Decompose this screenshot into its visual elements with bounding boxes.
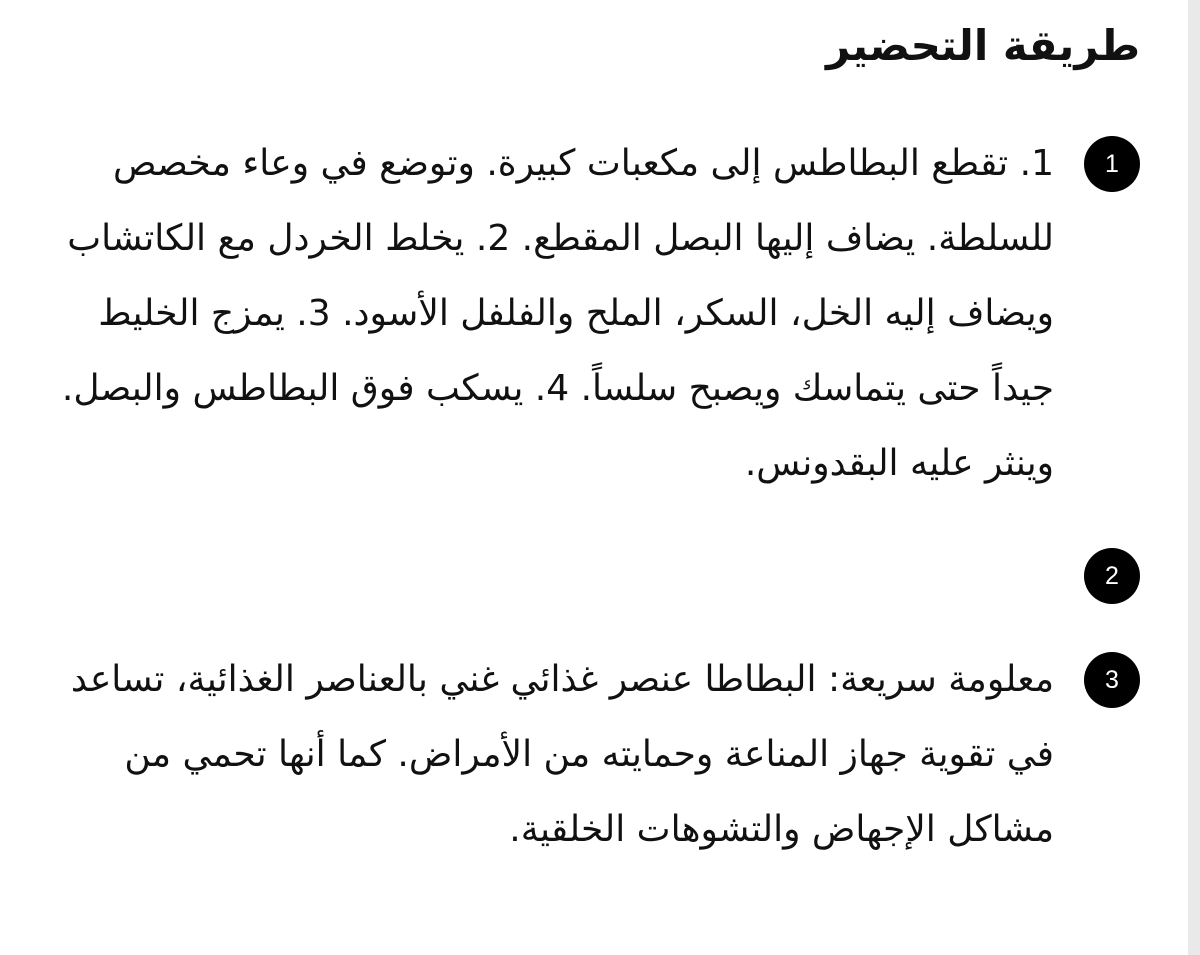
- step-number-badge: 3: [1084, 652, 1140, 708]
- step-text: 1. تقطع البطاطس إلى مكعبات كبيرة. وتوضع في وعاء مخصص للسلطة. يضاف إليها البصل المقطع. 2. يخلط الخردل مع الكاتشاب ويضاف إليه الخل، السكر، الملح والفلفل الأسود. 3. يمزج الخليط جيداً حتى يتماسك ويصبح سلساً. 4. يسكب فوق البطاطس والبصل. وينثر عليه البقدونس.: [61, 143, 1054, 484]
- step-number-badge: 2: [1084, 548, 1140, 604]
- page-title: طريقة التحضير: [825, 21, 1140, 70]
- step-number-badge: 1: [1084, 136, 1140, 192]
- step-text: معلومة سريعة: البطاطا عنصر غذائي غني بالعناصر الغذائية، تساعد في تقوية جهاز المناعة وحمايته من الأمراض. كما أنها تحمي من مشاكل الإجهاض والتشوهات الخلقية.: [70, 659, 1054, 850]
- scrollbar[interactable]: [1188, 0, 1200, 955]
